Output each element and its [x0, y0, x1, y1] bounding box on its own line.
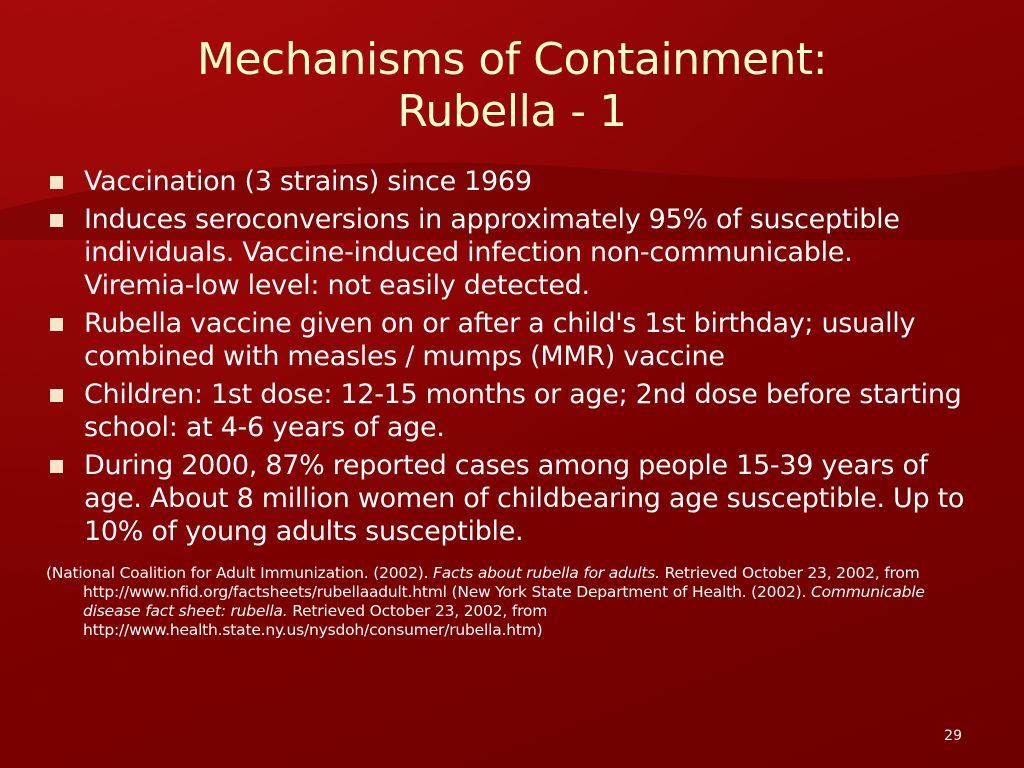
square-bullet-icon: [50, 214, 63, 227]
citation-part-3: Retrieved October 23, 2002, from http://www.health.state.ny.us/nysdoh/consumer/rubella.htm): [83, 602, 548, 639]
square-bullet-icon: [50, 318, 63, 331]
citation-title-1: Facts about rubella for adults.: [433, 564, 660, 582]
bullet-text: Rubella vaccine given on or after a child's 1st birthday; usually combined with measles / mumps (MMR) vaccine: [84, 308, 916, 372]
citation-part-1: (National Coalition for Adult Immunization. (2002).: [46, 564, 434, 582]
bullet-text: Children: 1st dose: 12-15 months or age; 2nd dose before starting school: at 4-6 years of age.: [84, 379, 962, 443]
bullet-item: [46, 307, 966, 373]
square-bullet-icon: [50, 389, 63, 402]
square-bullet-icon: [50, 176, 63, 189]
slide-title: [40, 34, 984, 138]
bullet-item: [46, 203, 966, 302]
bullet-item: [46, 165, 966, 198]
citation: [46, 564, 983, 640]
page-number: 29: [944, 728, 962, 744]
bullet-text: During 2000, 87% reported cases among people 15-39 years of age. About 8 million women of childbearing age susceptible. Up to 10% of young adults susceptible.: [84, 450, 965, 547]
bullet-list: [46, 165, 966, 553]
bullet-item: [46, 378, 966, 444]
slide-title-line-1: Mechanisms of Containment:: [196, 34, 828, 85]
square-bullet-icon: [50, 460, 63, 473]
citation-part-2: Retrieved October 23, 2002, from http://www.nfid.org/factsheets/rubellaadult.html (New York State Department of Health. (2002).: [83, 564, 920, 601]
bullet-text: Induces seroconversions in approximately 95% of susceptible individuals. Vaccine-induced infection non-communicable. Viremia-low level: not easily detected.: [84, 204, 900, 301]
slide-title-line-2: Rubella - 1: [397, 86, 627, 137]
citation-title-2: Communicable disease fact sheet: rubella.: [83, 583, 925, 620]
bullet-text: Vaccination (3 strains) since 1969: [84, 166, 532, 197]
bullet-item: [46, 449, 966, 548]
